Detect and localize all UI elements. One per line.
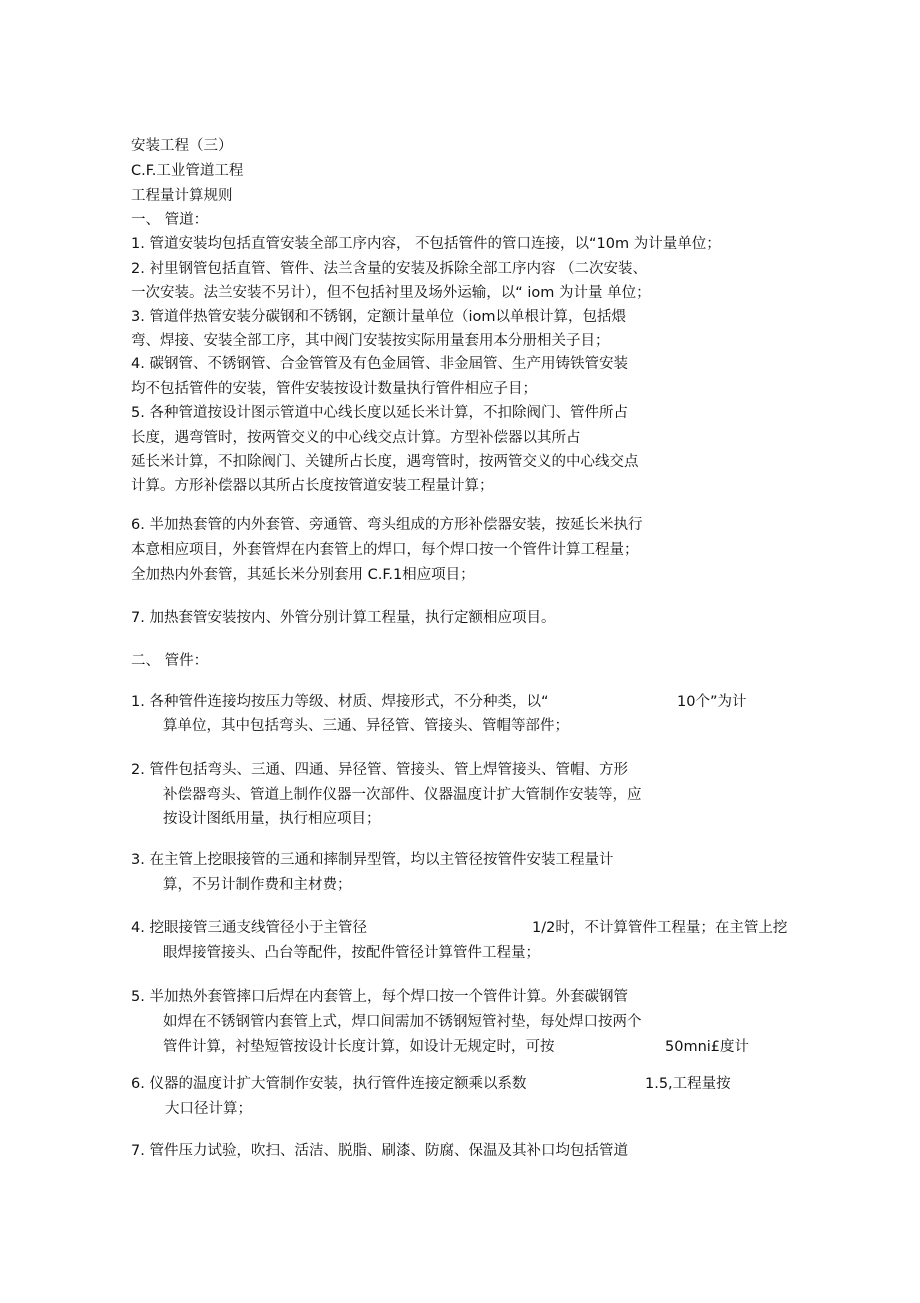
pipe-rule-line: 6. 半加热套管的内外套管、旁通管、弯头组成的方形补偿器安装，按延长米执行 [131,517,643,533]
fitting-rule-line: 按设计图纸用量，执行相应项目； [163,811,381,827]
fitting-rule-line: 50mni£度计 [665,1039,750,1055]
fitting-rule-line: 1.5,工程量按 [645,1076,731,1092]
section-heading-pipes: 一、 管道： [131,212,209,228]
fitting-rule-line: 眼焊接管接头、凸台等配件，按配件管径计算管件工程量； [163,945,540,961]
pipe-rule-line: 计算。方形补偿器以其所占长度按管道安装工程量计算； [131,478,494,494]
doc-title-volume: 安装工程（三） [131,138,233,154]
pipe-rule-line: 4. 碳钢管、不锈钢管、合金管管及有色金屆管、非金屆管、生产用铸铁管安装 [131,356,628,372]
fitting-rule-line: 1/2时，不计算管件工程量；在主管上挖 [532,920,788,936]
fitting-rule-line: 补偿器弯头、管道上制作仪器一次部件、仪器温度计扩大管制作安装等，应 [163,787,642,803]
fitting-rule-line: 如焊在不锈钢管内套管上式，焊口间需加不锈钢短管衬垫，每处焊口按两个 [163,1014,642,1030]
pipe-rule-line: 1. 管道安装均包括直管安装全部工序内容， 不包括管件的管口连接，以“10m 为计量单位； [131,236,721,252]
fitting-rule-line: 2. 管件包括弯头、三通、四通、异径管、管接头、管上焊管接头、管帽、方形 [131,762,628,778]
doc-title-chapter: C.F.工业管道工程 [131,163,244,179]
fitting-rule-line: 3. 在主管上挖眼接管的三通和摔制异型管，均以主管径按管件安装工程量计 [131,852,614,868]
fitting-rule-line: 算，不另计制作费和主材费； [163,877,352,893]
fitting-rule-line: 管件计算，衬垫短管按设计长度计算，如设计无规定时，可按 [163,1039,555,1055]
pipe-rule-line: 均不包括管件的安装，管件安装按设计数量执行管件相应子目； [131,381,537,397]
fitting-rule-line: 5. 半加热外套管摔口后焊在内套管上，每个焊口按一个管件计算。外套碳钢管 [131,989,628,1005]
fitting-rule-line: 6. 仪器的温度计扩大管制作安装，执行管件连接定额乘以系数 [131,1076,527,1092]
pipe-rule-line: 长度，遇弯管时，按两管交义的中心线交点计算。方型补偿器以其所占 [131,430,581,446]
fitting-rule-line: 大口径计算； [165,1101,252,1117]
section-heading-fittings: 二、 管件： [131,653,209,669]
pipe-rule-line: 2. 衬里钢管包括直管、管件、法兰含量的安装及拆除全部工序内容 （二次安装、 [131,261,648,277]
pipe-rule-line: 一次安装。法兰安装不另计），但不包括衬里及场外运输，以“ iom 为计量 单位； [131,285,651,301]
pipe-rule-line: 弯、焊接、安装全部工序，其中阀门安装按实际用量套用本分册相关子目； [131,333,610,349]
fitting-rule-line: 4. 挖眼接管三通支线管径小于主管径 [131,920,367,936]
fitting-rule-line: 7. 管件压力试验，吹扫、活洁、脱脂、刷漆、防腐、保温及其补口均包括管道 [131,1143,628,1159]
fitting-rule-line: 算单位，其中包括弯头、三通、异径管、管接头、管帽等部件； [163,718,569,734]
fitting-rule-line: 1. 各种管件连接均按压力等级、材质、焊接形式，不分种类，以“ [131,694,549,710]
pipe-rule-line: 3. 管道伴热管安装分碳钢和不锈钢，定额计量单位（iom以单根计算，包括煨 [131,309,626,325]
fitting-rule-line: 10个”为计 [677,694,747,710]
pipe-rule-line: 全加热内外套管，其延长米分别套用 C.F.1相应项目； [131,567,475,583]
pipe-rule-line: 5. 各种管道按设计图示管道中心线长度以延长米计算，不扣除阀门、管件所占 [131,405,628,421]
pipe-rule-line: 延长米计算，不扣除阀门、关键所占长度，遇弯管时，按两管交义的中心线交点 [131,454,639,470]
pipe-rule-line: 7. 加热套管安装按内、外管分别计算工程量，执行定额相应项目。 [131,610,556,626]
pipe-rule-line: 本意相应项目，外套管焊在内套管上的焊口，每个焊口按一个管件计算工程量； [131,542,639,558]
doc-title-rules: 工程量计算规则 [131,188,233,204]
